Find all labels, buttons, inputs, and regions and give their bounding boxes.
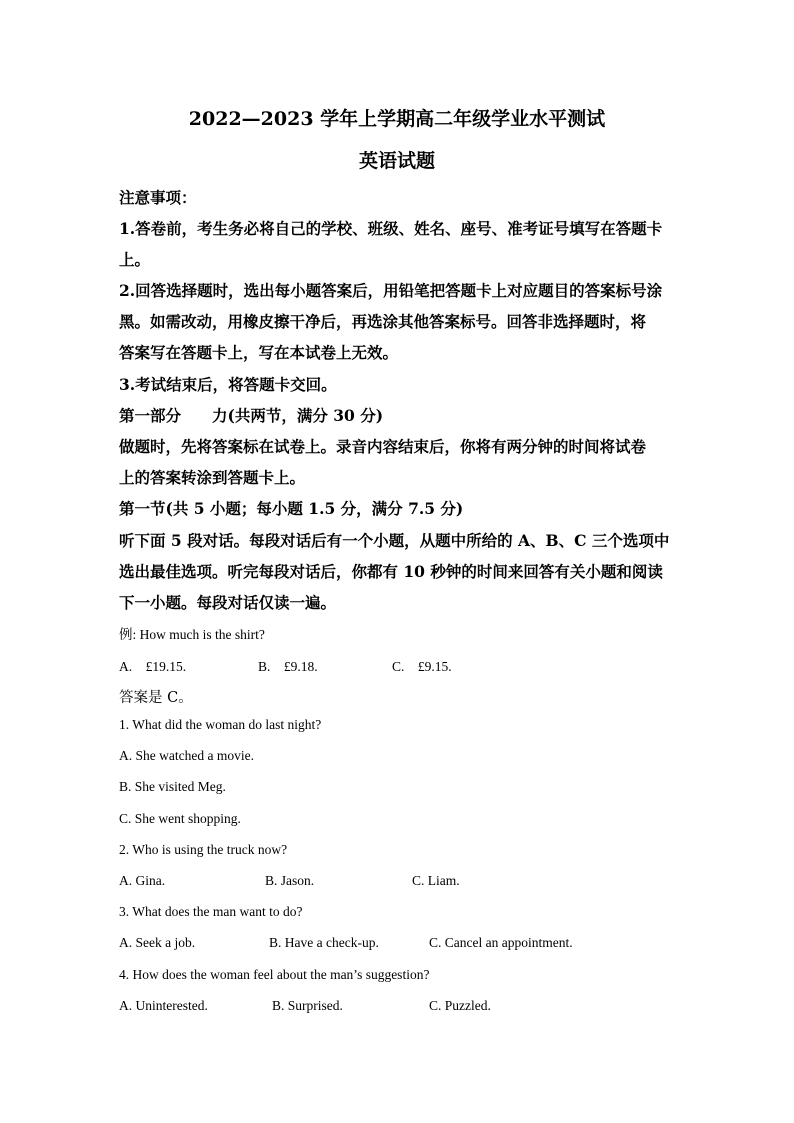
section-1-instruction-line-3: 下一小题。每段对话仅读一遍。 xyxy=(119,593,337,612)
notice-heading: 注意事项： xyxy=(119,188,197,207)
example-option-a: A. £19.15. xyxy=(119,659,187,674)
notice-item-3: 3.考试结束后，将答题卡交回。 xyxy=(119,375,337,394)
question-2-option-c: C. Liam. xyxy=(412,873,460,888)
section-1-instruction-line-1: 听下面 5 段对话。每段对话后有一个小题，从题中所给的 A、B、C 三个选项中 xyxy=(119,531,670,550)
exam-subtitle: 英语试题 xyxy=(358,150,435,172)
question-1-text: 1. What did the woman do last night? xyxy=(119,717,322,732)
notice-item-2-line-3: 答案写在答题卡上，写在本试卷上无效。 xyxy=(119,343,399,362)
part-1-instruction-line-2: 上的答案转涂到答题卡上。 xyxy=(119,468,306,487)
question-4-text: 4. How does the woman feel about the man’s suggestion? xyxy=(119,967,430,982)
question-4-option-b: B. Surprised. xyxy=(272,998,343,1013)
example-answer: 答案是 C。 xyxy=(119,690,193,706)
exam-title: 2022—2023 学年上学期高二年级学业水平测试 xyxy=(188,108,606,130)
part-1-heading: 第一部分 力(共两节，满分 30 分) xyxy=(119,406,384,425)
question-3-option-a: A. Seek a job. xyxy=(119,935,196,950)
question-3-text: 3. What does the man want to do? xyxy=(119,904,303,919)
part-1-instruction-line-1: 做题时，先将答案标在试卷上。录音内容结束后，你将有两分钟的时间将试卷 xyxy=(119,437,647,456)
question-2-option-a: A. Gina. xyxy=(119,873,166,888)
question-2-text: 2. Who is using the truck now? xyxy=(119,842,288,857)
notice-item-2-line-1: 2.回答选择题时，选出每小题答案后，用铅笔把答题卡上对应题目的答案标号涂 xyxy=(119,281,663,300)
notice-item-2-line-2: 黑。如需改动，用橡皮擦干净后，再选涂其他答案标号。回答非选择题时，将 xyxy=(119,312,647,331)
section-1-heading: 第一节(共 5 小题；每小题 1.5 分，满分 7.5 分) xyxy=(119,499,464,518)
example-option-b: B. £9.18. xyxy=(258,659,318,674)
example-option-c: C. £9.15. xyxy=(392,659,452,674)
section-1-instruction-line-2: 选出最佳选项。听完每段对话后，你都有 10 秒钟的时间来回答有关小题和阅读 xyxy=(119,562,663,581)
question-3-option-b: B. Have a check-up. xyxy=(269,935,379,950)
question-2-option-b: B. Jason. xyxy=(265,873,315,888)
question-1-option-b: B. She visited Meg. xyxy=(119,779,226,794)
question-4-option-a: A. Uninterested. xyxy=(119,998,208,1013)
question-4-option-c: C. Puzzled. xyxy=(429,998,491,1013)
question-3-option-c: C. Cancel an appointment. xyxy=(429,935,573,950)
notice-item-1-line-1: 1.答卷前，考生务必将自己的学校、班级、姓名、座号、准考证号填写在答题卡 xyxy=(119,219,663,238)
example-question: 例: How much is the shirt? xyxy=(119,627,265,642)
question-1-option-c: C. She went shopping. xyxy=(119,811,241,826)
notice-item-1-line-2: 上。 xyxy=(119,250,151,269)
question-1-option-a: A. She watched a movie. xyxy=(119,748,254,763)
